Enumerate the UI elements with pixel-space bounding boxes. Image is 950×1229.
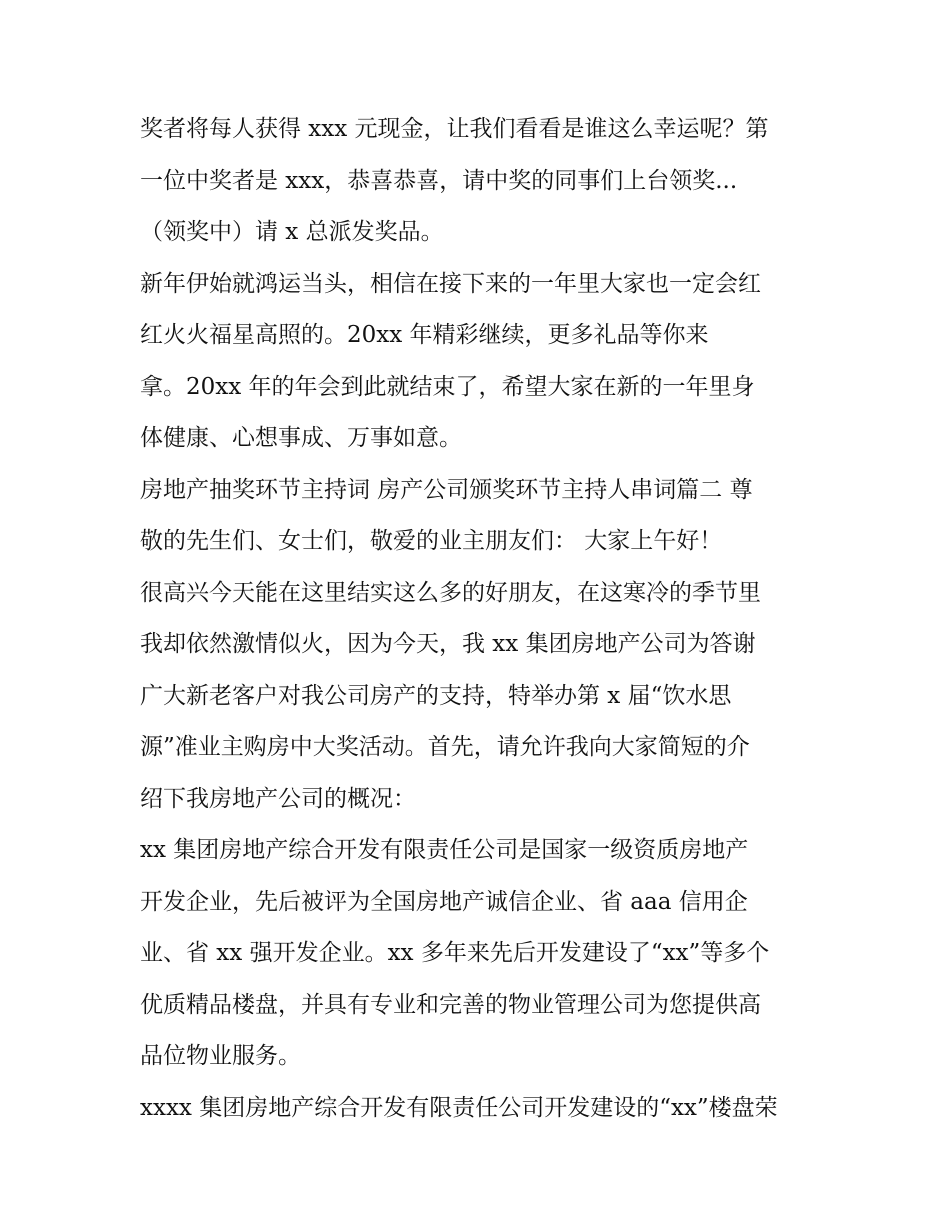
text-line: 一位中奖者是 xxx，恭喜恭喜，请中奖的同事们上台领奖... [140, 167, 738, 194]
text-line: 优质精品楼盘，并具有专业和完善的物业管理公司为您提供高 [140, 991, 761, 1018]
text-line: 品位物业服务。 [140, 1043, 301, 1069]
text-line: 敬的先生们、女士们，敬爱的业主朋友们： 大家上午好！ [140, 528, 723, 554]
text-line: 拿。20xx 年的年会到此就结束了，希望大家在新的一年里身 [140, 373, 755, 400]
text-line: 体健康、心想事成、万事如意。 [140, 425, 462, 451]
text-line: 红火火福星高照的。20xx 年精彩继续，更多礼品等你来 [140, 322, 709, 348]
text-line: xxxx 集团房地产综合开发有限责任公司开发建设的“xx”楼盘荣 [140, 1094, 778, 1121]
text-line: 业、省 xx 强开发企业。xx 多年来先后开发建设了“xx”等多个 [140, 940, 770, 966]
text-line: 源”准业主购房中大奖活动。首先，请允许我向大家简短的介 [140, 734, 750, 760]
text-line: 房地产抽奖环节主持词 房产公司颁奖环节主持人串词篇二 尊 [140, 476, 753, 503]
text-line: （领奖中）请 x 总派发奖品。 [140, 219, 444, 245]
text-line: 绍下我房地产公司的概况： [140, 785, 416, 812]
text-line: 新年伊始就鸿运当头，相信在接下来的一年里大家也一定会红 [140, 270, 761, 297]
text-line: 奖者将每人获得 xxx 元现金，让我们看看是谁这么幸运呢？第 [140, 116, 769, 142]
document-body [140, 104, 830, 1134]
text-line: 开发企业，先后被评为全国房地产诚信企业、省 aaa 信用企 [140, 888, 748, 915]
text-line: 广大新老客户对我公司房产的支持，特举办第 x 届“饮水思 [140, 682, 732, 709]
text-line: 很高兴今天能在这里结实这么多的好朋友，在这寒冷的季节里 [140, 579, 761, 606]
text-line: xx 集团房地产综合开发有限责任公司是国家一级资质房地产 [140, 837, 749, 863]
text-line: 我却依然激情似火，因为今天，我 xx 集团房地产公司为答谢 [140, 631, 756, 657]
